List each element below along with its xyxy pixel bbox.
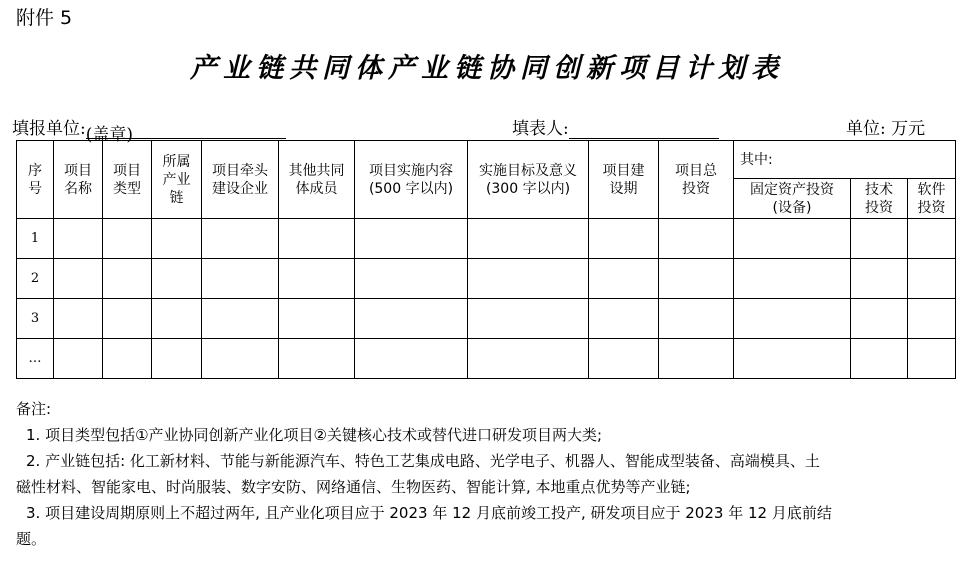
- header-fixed-assets: 固定资产投资(设备): [734, 179, 851, 219]
- filler-field[interactable]: [569, 120, 719, 139]
- header-period: 项目建设期: [589, 141, 659, 219]
- header-chain: 所属产业链: [152, 141, 202, 219]
- attachment-label: 附件 5: [16, 7, 73, 29]
- row-seq: …: [17, 339, 54, 379]
- money-unit: 单位: 万元: [846, 119, 926, 139]
- table-row: [17, 219, 956, 259]
- note-item: 1. 项目类型包括①产业协同创新产业化项目②关键核心技术或替代进口研发项目两大类;: [26, 426, 603, 444]
- row-seq: 2: [17, 259, 54, 299]
- header-goal: 实施目标及意义(300 字以内): [468, 141, 589, 219]
- note-item: 2. 产业链包括: 化工新材料、节能与新能源汽车、特色工艺集成电路、光学电子、机器人、智能成型装备、高端模具、土: [26, 452, 820, 470]
- header-content: 项目实施内容(500 字以内): [355, 141, 468, 219]
- header-tech: 技术投资: [851, 179, 908, 219]
- header-lead: 项目牵头建设企业: [202, 141, 279, 219]
- page-title: 产业链共同体产业链协同创新项目计划表: [190, 53, 784, 84]
- row-seq: 1: [17, 219, 54, 259]
- header-members: 其他共同体成员: [279, 141, 355, 219]
- header-seq: 序号: [17, 141, 54, 219]
- note-item-continued: 磁性材料、智能家电、时尚服装、数字安防、网络通信、生物医药、智能计算, 本地重点优势等产业链;: [16, 478, 691, 496]
- fill-unit-row: [12, 114, 286, 145]
- filler-label: 填表人:: [512, 119, 569, 139]
- unit-field[interactable]: [85, 120, 286, 145]
- notes-heading: 备注:: [16, 400, 52, 418]
- filler-row: [512, 114, 719, 139]
- row-seq: 3: [17, 299, 54, 339]
- note-item-continued: 题。: [16, 530, 47, 548]
- header-type: 项目类型: [103, 141, 152, 219]
- table-row: [17, 299, 956, 339]
- header-among: 其中:: [734, 141, 956, 179]
- unit-seal-hint: (盖章): [85, 125, 133, 145]
- header-total: 项目总投资: [659, 141, 734, 219]
- header-software: 软件投资: [908, 179, 956, 219]
- header-name: 项目名称: [54, 141, 103, 219]
- table-row: [17, 259, 956, 299]
- note-item: 3. 项目建设周期原则上不超过两年, 且产业化项目应于 2023 年 12 月底前竣工投产, 研发项目应于 2023 年 12 月底前结: [26, 504, 832, 522]
- unit-label: 填报单位:: [12, 119, 86, 139]
- notes-section: [16, 396, 956, 552]
- table-row: [17, 339, 956, 379]
- project-plan-table: [16, 140, 956, 379]
